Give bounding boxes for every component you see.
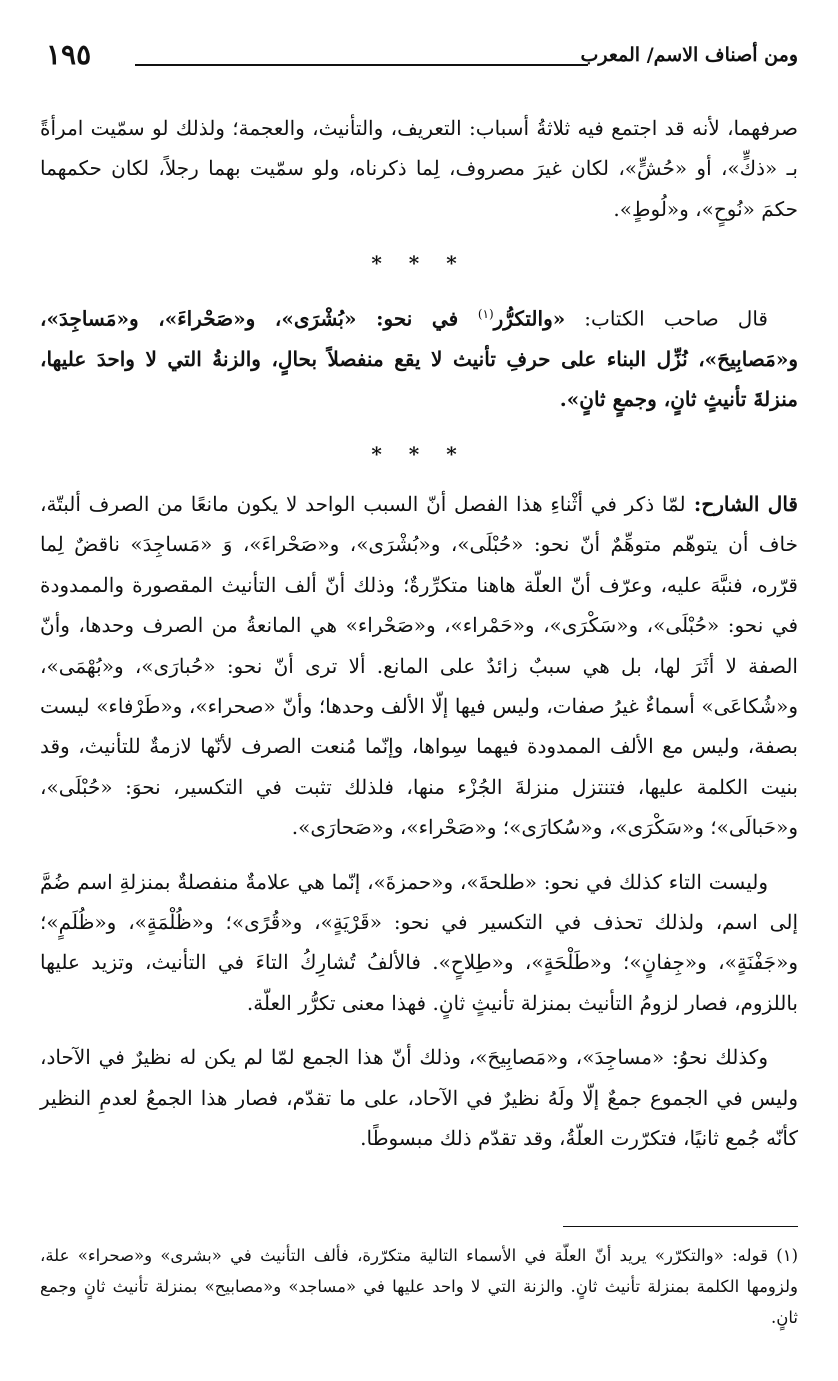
footnote-text: قوله: «والتكرّر» يريد أنّ العلّة في الأسماء التالية متكرّرة، فألف التأنيث في «بشرى» و«صحراء» علة، ولزومها الكلمة بمنزلة تأنيث ثانٍ. والزنة التي لا واحد عليها في «مساجد» و«مصابيح» بمنزلة تأنيث ثانٍ وجمع ثانٍ. (40, 1246, 798, 1327)
author-quote-bold-a: «والتكرُّر (493, 306, 566, 331)
author-quote-lead: قال صاحب الكتاب: (565, 306, 768, 331)
paragraph-jam: وكذلك نحوُ: «مساجِدَ»، و«مَصابِيحَ»، وذلك أنّ هذا الجمع لمّا لم يكن له نظيرٌ في الآحاد، وليس في الجموع جمعٌ إلّا ولَهُ نظيرٌ في الآحاد، على ما تقدّم، فصار هذا الجمعُ لعدمِ النظير كأنّه جُمع ثانيًا، فتكرّرت العلّةُ، وقد تقدّم ذلك مبسوطًا. (40, 1045, 798, 1150)
book-page (40, 40, 798, 1361)
footnote-reference: (١) (477, 306, 494, 321)
commentary-text: لمّا ذكر في أثْناءِ هذا الفصل أنّ السبب الواحد لا يكون مانعًا من الصرف ألبتّة، خاف أن يتوهّم متوهِّمٌ أنّ نحو: «حُبْلَى»، و«بُشْرَى»، و«صَحْراءَ»، وَ «مَساجِدَ» ناقضٌ لِما قرّره، فنبَّهَ عليه، وعرّف أنّ العلّة هاهنا متكرِّرةٌ؛ وذلك أنّ ألف التأنيث المقصورة والممدودة في نحو: «حُبْلَى»، و«سَكْرَى»، و«حَمْراء»، و«صَحْراء» هي المانعةُ من الصرف وحدها، وأنّ الصفة لا أثَرَ لها، بل هي سببٌ زائدٌ على المانع. ألا ترى أنّ نحو: «حُبارَى»، و«بُهْمَى»، و«شُكاعَى» أسماءٌ غيرُ صفات، وليس فيها إلّا الألف وحدها؛ وأنّ «صحراء»، و«طَرْفاء» ليست بصفة، وليس مع الألف الممدودة فيهما سِواها، وإنّما مُنعت الصرف لأنّها لازمةٌ للتأنيث، وقد بنيت الكلمة عليها، فتنتزل منزلةَ الجُزْء منها، فلذلك تثبت في التكسير، نحوَ: «حُبْلَى»، و«حَبالَى»؛ و«سَكْرَى»، و«سُكارَى»؛ و«صَحْراء»، و«صَحارَى». (40, 491, 798, 840)
header-rule (135, 64, 588, 66)
author-quote-bold-b: في نحو: «بُشْرَى»، و«صَحْراءَ»، و«مَساجِدَ»، و«مَصابِيحَ»، نُزِّل البناء على حرفِ تأنيث لا يقع منفصلاً بحالٍ، والزنةُ التي لا واحدَ عليها، منزلةَ تأنيثٍ ثانٍ، وجمعٍ ثانٍ». (40, 306, 798, 412)
paragraph-opening: صرفهما، لأنه قد اجتمع فيه ثلاثةُ أسباب: التعريف، والتأنيث، والعجمة؛ ولذلك لو سمّيت امرأةً بـ «ذكٍّ»، أو «حُشٍّ»، لكان غيرَ مصروف، لِما ذكرناه، ولو سمّيت بهما رجلاً، لكان حكمهما حكمَ «نُوحٍ»، و«لُوطٍ». (40, 116, 798, 221)
chapter-title: ومن أصناف الاسم/ المعرب (580, 44, 798, 66)
main-text (40, 108, 798, 1172)
page-number: ١٩٥ (46, 38, 92, 71)
commentary-paragraph (40, 484, 798, 848)
author-quote-paragraph (40, 294, 798, 420)
footnote-rule (563, 1226, 798, 1227)
footnote (40, 1240, 798, 1333)
footnote-number: (١) (776, 1246, 798, 1265)
commentary-lead: قال الشارح: (685, 491, 798, 516)
paragraph-ta: وليست التاء كذلك في نحو: «طلحةَ»، و«حمزةَ»، إنّما هي علامةٌ منفصلةٌ بمنزلةِ اسم ضُمَّ إلى اسم، ولذلك تحذف في التكسير في نحو: «قَرْيَةٍ»، و«قُرًى»؛ و«ظُلْمَةٍ»، و«ظُلَمٍ»؛ و«جَفْنَةٍ»، و«جِفانٍ»؛ و«طَلْحَةٍ»، و«طِلاحٍ». فالألفُ تُشارِكُ التاءَ في التأنيث، وتزيد عليها باللزوم، فصار لزومُ التأنيث بمنزلة تأنيثٍ ثانٍ. فهذا معنى تكرُّر العلّة. (40, 869, 798, 1015)
running-header (40, 40, 798, 86)
section-separator-2: * * * (371, 441, 467, 466)
section-separator: * * * (371, 251, 467, 276)
